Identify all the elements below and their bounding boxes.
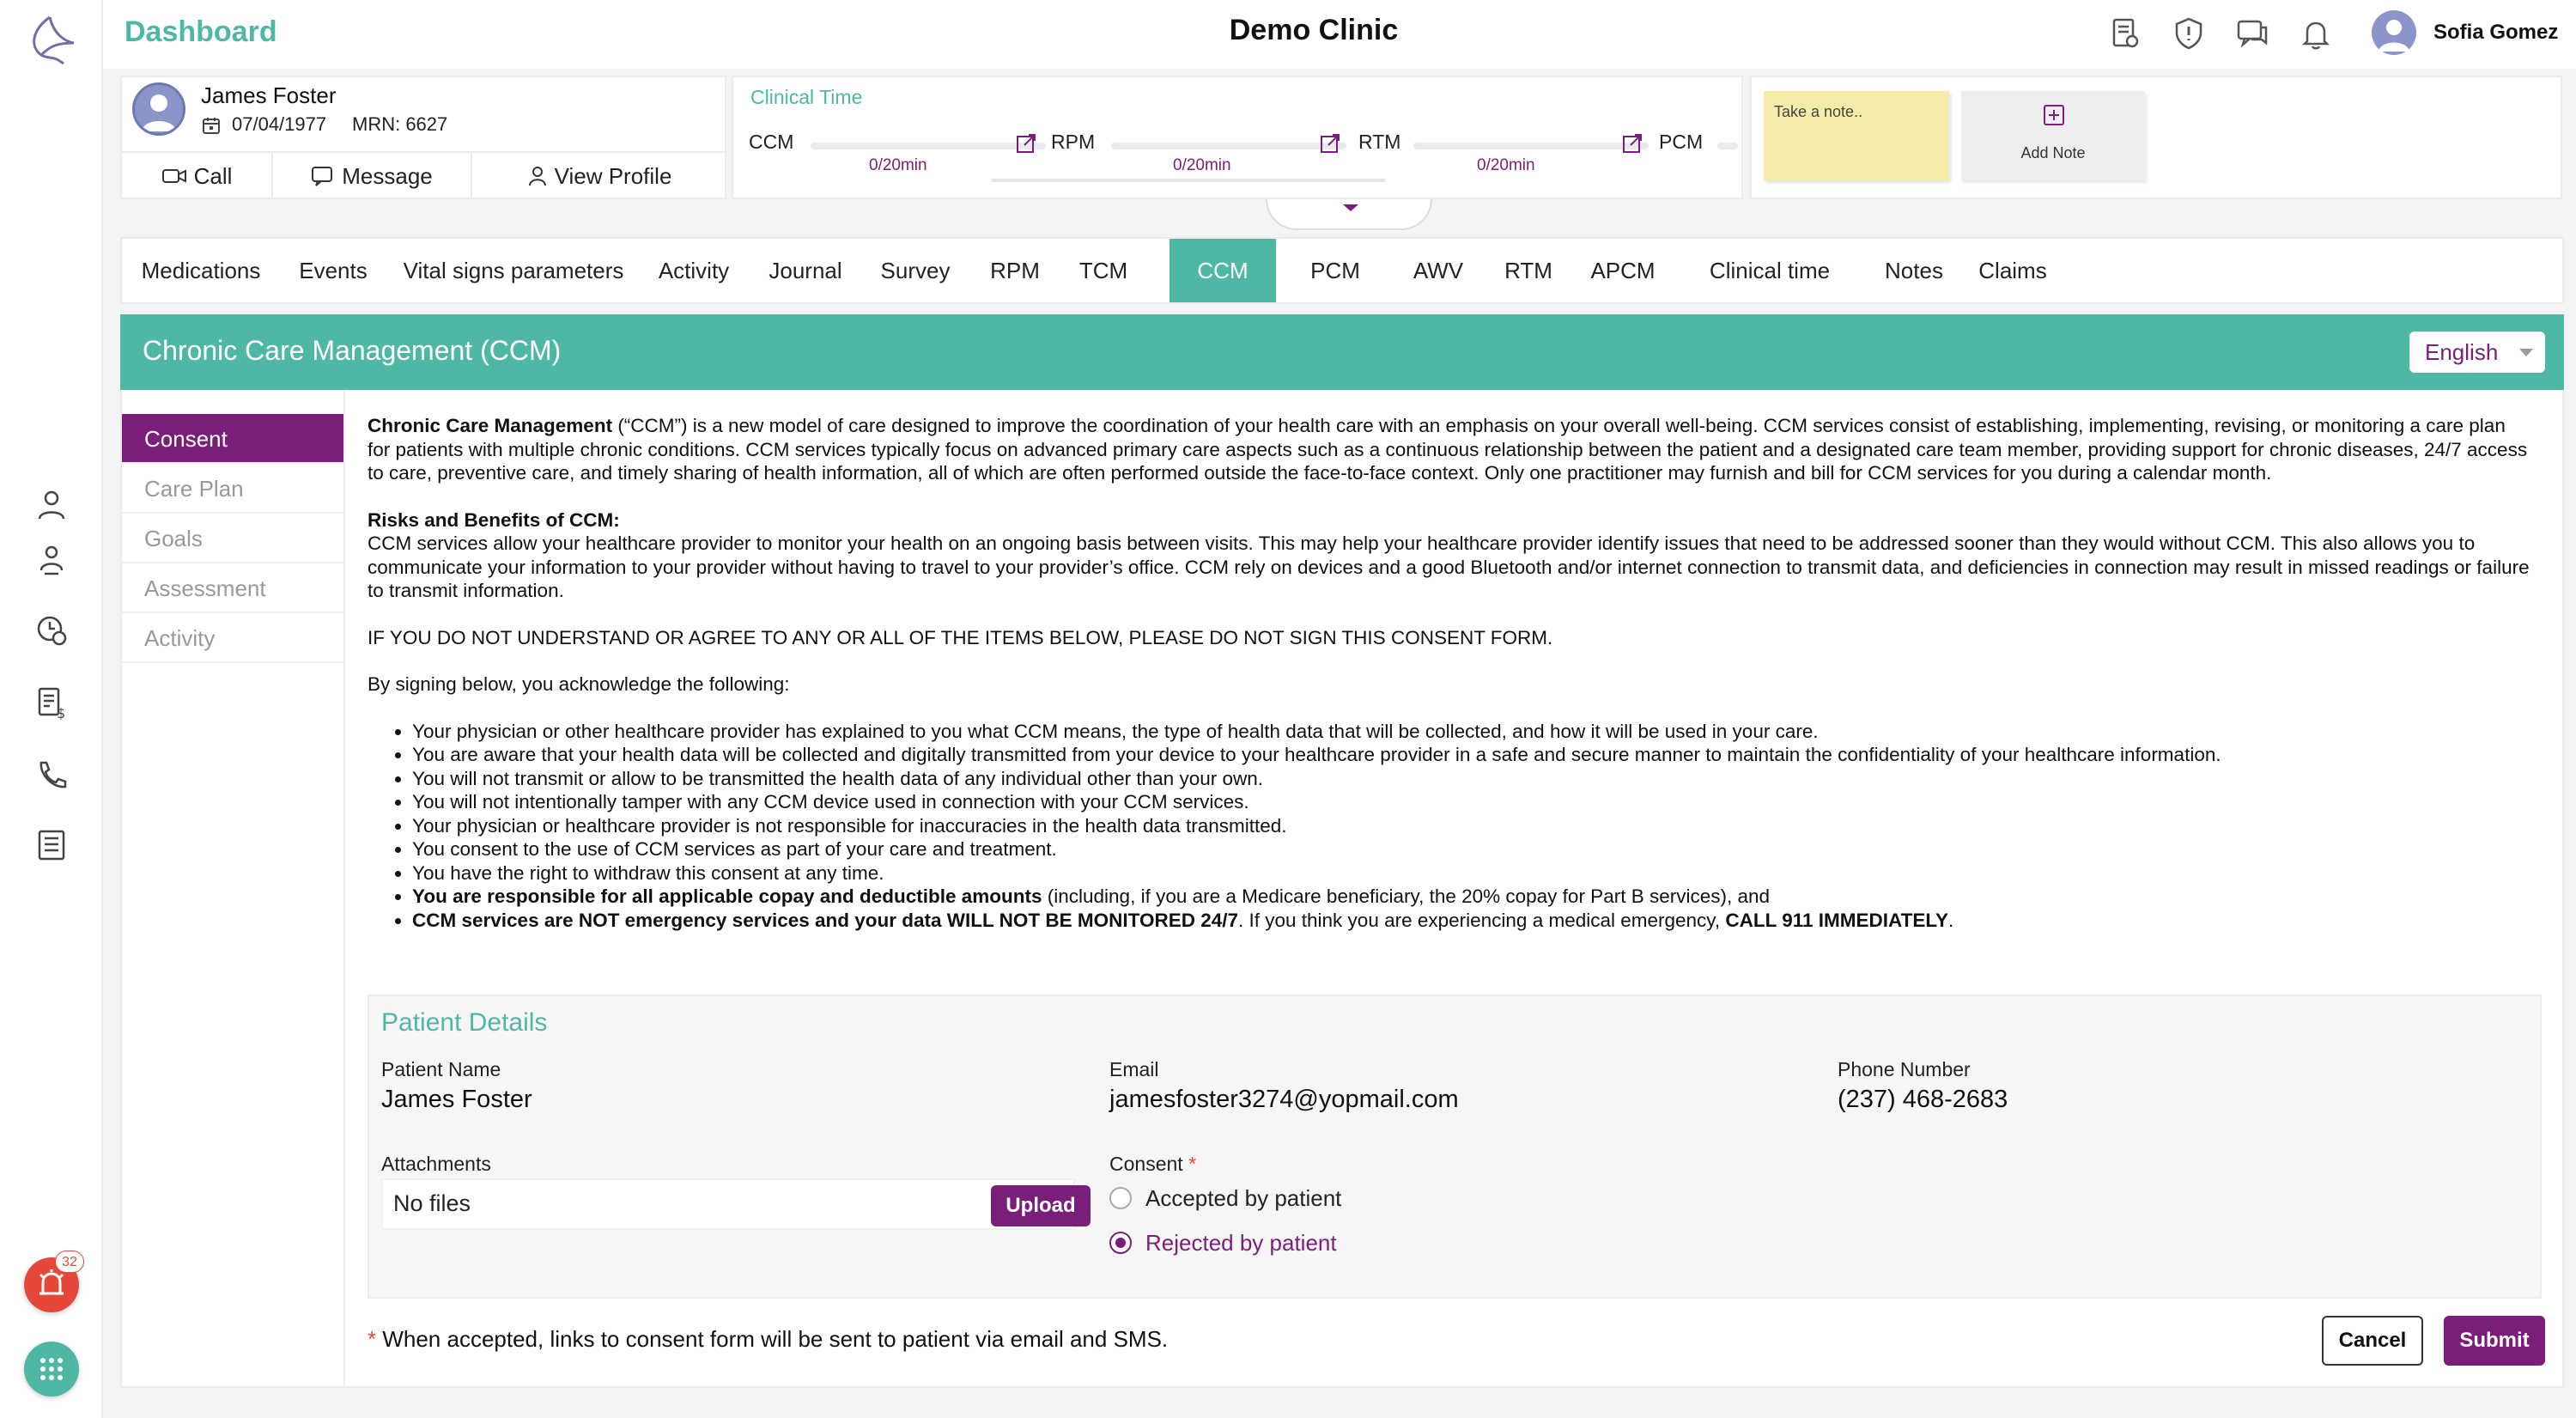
expand-clinical-time-toggle[interactable] bbox=[1266, 199, 1432, 230]
tab-awv[interactable]: AWV bbox=[1413, 258, 1464, 283]
tab-events[interactable]: Events bbox=[299, 258, 368, 283]
patient-tabs bbox=[120, 237, 2564, 304]
list-item-bold: CCM services are NOT emergency services and your data WILL NOT BE MONITORED 24/7 bbox=[412, 909, 1238, 931]
pcm-time-bar bbox=[1717, 143, 1738, 149]
list-item bbox=[412, 909, 2531, 933]
language-select-value: English bbox=[2425, 339, 2499, 365]
tab-clinical-time[interactable]: Clinical time bbox=[1709, 258, 1831, 283]
message-button-label: Message bbox=[342, 162, 433, 189]
apps-grid-icon bbox=[38, 1355, 65, 1383]
list-item: • You consent to the use of CCM services as part of your care and treatment. bbox=[412, 837, 2531, 861]
users-icon[interactable] bbox=[33, 541, 70, 579]
sticky-note-placeholder: Take a note.. bbox=[1774, 103, 1863, 120]
patient-mrn: MRN: 6627 bbox=[352, 113, 448, 135]
tab-vital-signs-parameters[interactable]: Vital signs parameters bbox=[403, 258, 624, 283]
user-icon bbox=[527, 165, 548, 187]
phone-value: (237) 468-2683 bbox=[1838, 1086, 2008, 1113]
list-item: • You have the right to withdraw this consent at any time. bbox=[412, 861, 2531, 885]
list-item-text: (including, if you are a Medicare beneficiary, the 20% copay for Part B services), and bbox=[1042, 885, 1771, 907]
billing-icon[interactable] bbox=[33, 684, 70, 721]
subnav-consent[interactable]: Consent bbox=[122, 414, 343, 464]
external-link-icon[interactable] bbox=[1621, 132, 1643, 155]
list-item-bold: CALL 911 IMMEDIATELY bbox=[1725, 909, 1949, 931]
consent-accepted-radio[interactable] bbox=[1109, 1187, 1132, 1209]
rtm-time-bar bbox=[1413, 143, 1649, 149]
rpm-time-label: RPM bbox=[1051, 131, 1096, 153]
ccm-time-value: 0/20min bbox=[869, 156, 927, 174]
cancel-button[interactable]: Cancel bbox=[2322, 1316, 2423, 1366]
patient-details-panel bbox=[368, 995, 2542, 1299]
tab-activity[interactable]: Activity bbox=[658, 258, 730, 283]
consent-intro-bold: Chronic Care Management bbox=[368, 415, 613, 436]
notes-card bbox=[1750, 76, 2562, 199]
message-button[interactable] bbox=[273, 151, 472, 199]
language-select[interactable] bbox=[2409, 332, 2545, 373]
email-value: jamesfoster3274@yopmail.com bbox=[1109, 1086, 1459, 1113]
sticky-note-input[interactable] bbox=[1764, 91, 1949, 180]
consent-label bbox=[1109, 1153, 1196, 1176]
clinical-time-title: Clinical Time bbox=[750, 86, 863, 108]
consent-intro-text: (“CCM”) is a new model of care designed to improve the coordination of your health care with an emphasis on your overall well-being. CCM services consist of establishing, implementing, revising, or monitoring a care plan for patients with multiple chronic conditions. CCM services typically focus on advanced primary care aspects such as a continuous relationship between the patient and a designated care team member, providing support for chronic diseases, 24/7 access to care, preventive care, and timely sharing of health information, all of which are often performed outside the face-to-face context. Only one practitioner may furnish and bill for CCM services for you during a calendar month. bbox=[368, 415, 2528, 484]
tab-apcm[interactable]: APCM bbox=[1590, 258, 1656, 283]
attachments-value: No files bbox=[393, 1190, 471, 1216]
email-label: Email bbox=[1109, 1058, 1159, 1080]
view-profile-button[interactable] bbox=[472, 151, 726, 199]
list-item: • You will not transmit or allow to be transmitted the health data of any individual other than your own. bbox=[412, 767, 2531, 791]
submit-button[interactable]: Submit bbox=[2444, 1316, 2545, 1366]
consent-text bbox=[368, 414, 2531, 932]
risks-title bbox=[368, 508, 2531, 533]
footnote-mark: * bbox=[368, 1326, 377, 1352]
message-icon bbox=[311, 165, 335, 187]
rtm-time-value: 0/20min bbox=[1477, 156, 1535, 174]
tab-tcm[interactable]: TCM bbox=[1078, 258, 1128, 283]
alert-count-badge: 32 bbox=[55, 1251, 84, 1273]
attachments-label: Attachments bbox=[381, 1153, 491, 1175]
list-item-text: . If you think you are experiencing a medical emergency, bbox=[1238, 909, 1726, 931]
shield-icon[interactable] bbox=[2171, 15, 2207, 52]
risks-title-text: Risks and Benefits of CCM: bbox=[368, 508, 620, 531]
rpm-time-value: 0/20min bbox=[1173, 156, 1231, 174]
user-name[interactable]: Sofia Gomez bbox=[2433, 21, 2559, 44]
consent-intro bbox=[368, 414, 2531, 485]
list-item: • Your physician or other healthcare provider has explained to you what CCM means, the type of health data that will be collected, and how it will be used in your care. bbox=[412, 720, 2531, 744]
calendar-icon bbox=[201, 115, 222, 136]
pcm-time-label: PCM bbox=[1659, 131, 1704, 153]
tab-pcm[interactable]: PCM bbox=[1310, 258, 1360, 283]
patient-name: James Foster bbox=[201, 82, 337, 108]
document-icon[interactable] bbox=[2107, 15, 2143, 52]
consent-footnote bbox=[368, 1326, 1168, 1353]
patient-details-title: Patient Details bbox=[381, 1008, 548, 1037]
subnav-goals[interactable]: Goals bbox=[122, 514, 343, 563]
external-link-icon[interactable] bbox=[1015, 132, 1037, 155]
call-button[interactable] bbox=[122, 151, 273, 199]
external-link-icon[interactable] bbox=[1319, 132, 1341, 155]
clinical-time-card bbox=[732, 76, 1743, 199]
list-icon[interactable] bbox=[33, 826, 70, 864]
subnav-activity[interactable]: Activity bbox=[122, 613, 343, 663]
apps-button[interactable] bbox=[24, 1342, 79, 1397]
consent-label-text: Consent bbox=[1109, 1153, 1183, 1175]
subnav-assessment[interactable]: Assessment bbox=[122, 563, 343, 613]
patient-name-value: James Foster bbox=[381, 1086, 532, 1113]
svg-text:$: $ bbox=[57, 705, 66, 721]
patient-card bbox=[120, 76, 726, 199]
add-note-label: Add Note bbox=[2020, 144, 2086, 161]
patient-avatar bbox=[132, 82, 185, 136]
section-header bbox=[120, 314, 2564, 390]
attachments-field bbox=[381, 1178, 1075, 1230]
consent-ack: By signing below, you acknowledge the following: bbox=[368, 673, 790, 695]
page-section-title[interactable]: Dashboard bbox=[125, 15, 277, 48]
consent-accepted-label[interactable]: Accepted by patient bbox=[1145, 1185, 1342, 1211]
patient-name-label: Patient Name bbox=[381, 1058, 501, 1080]
upload-button[interactable]: Upload bbox=[991, 1185, 1091, 1226]
list-item: • You are aware that your health data will be collected and digitally transmitted from your device to your healthcare provider in a safe and secure manner to maintain the confidentiality of your healthcare information. bbox=[412, 743, 2531, 767]
footnote-text: When accepted, links to consent form will be sent to patient via email and SMS. bbox=[376, 1326, 1169, 1352]
subnav-care-plan[interactable]: Care Plan bbox=[122, 464, 343, 514]
tab-claims[interactable]: Claims bbox=[1978, 258, 2047, 283]
left-rail bbox=[0, 0, 103, 1418]
divider bbox=[343, 390, 345, 1386]
clinic-name: Demo Clinic bbox=[1229, 14, 1399, 46]
tab-rpm[interactable]: RPM bbox=[990, 258, 1040, 283]
tab-journal[interactable]: Journal bbox=[769, 258, 842, 283]
phone-label: Phone Number bbox=[1838, 1058, 1971, 1080]
list-item: • Your physician or healthcare provider is not responsible for inaccuracies in the health data transmitted. bbox=[412, 814, 2531, 838]
rtm-time-label: RTM bbox=[1358, 131, 1401, 153]
ccm-subnav bbox=[122, 414, 343, 663]
list-item-text: . bbox=[1948, 909, 1954, 931]
consent-warning: IF YOU DO NOT UNDERSTAND OR AGREE TO ANY OR ALL OF THE ITEMS BELOW, PLEASE DO NOT SIGN THIS CONSENT FORM. bbox=[368, 626, 1553, 648]
risks-text: CCM services allow your healthcare provider to monitor your health on an ongoing basis between visits. This may help your healthcare provider identify issues that need to be addressed sooner than they would without CCM. This also allows you to communicate your information to your provider without having to travel to your provider’s office. CCM rely on devices and a good Bluetooth and/or internet connection to transmit data, and deficiencies in connection may result in missed readings or failure to transmit information. bbox=[368, 533, 2530, 601]
add-note-icon bbox=[2042, 103, 2066, 127]
ccm-time-bar bbox=[811, 143, 1046, 149]
consent-rejected-radio[interactable] bbox=[1109, 1232, 1132, 1254]
view-profile-label: View Profile bbox=[554, 162, 672, 189]
phone-icon[interactable] bbox=[33, 756, 70, 794]
list-item-bold: You are responsible for all applicable copay and deductible amounts bbox=[412, 885, 1042, 907]
patient-dob: 07/04/1977 bbox=[232, 113, 327, 135]
chevron-down-icon bbox=[2519, 349, 2533, 356]
consent-rejected-label[interactable]: Rejected by patient bbox=[1145, 1230, 1337, 1256]
tab-notes[interactable]: Notes bbox=[1885, 258, 1943, 283]
alarm-icon bbox=[36, 1268, 67, 1300]
list-item bbox=[412, 885, 2531, 909]
clinical-time-scrollbar[interactable] bbox=[991, 179, 1386, 182]
add-note-button[interactable] bbox=[1961, 91, 2145, 180]
list-item: • You will not intentionally tamper with any CCM device used in connection with your CCM services. bbox=[412, 790, 2531, 814]
tab-survey[interactable]: Survey bbox=[880, 258, 951, 283]
tab-rtm[interactable]: RTM bbox=[1504, 258, 1552, 283]
tab-medications[interactable]: Medications bbox=[141, 258, 261, 283]
bell-icon[interactable] bbox=[2298, 15, 2334, 52]
video-icon bbox=[161, 167, 187, 186]
call-button-label: Call bbox=[193, 162, 233, 189]
tab-ccm[interactable]: CCM bbox=[1170, 239, 1276, 302]
page-title: Chronic Care Management (CCM) bbox=[143, 335, 562, 366]
avatar[interactable] bbox=[2372, 10, 2416, 55]
person-icon[interactable] bbox=[33, 486, 70, 524]
logo-icon[interactable] bbox=[24, 12, 79, 67]
consent-panel bbox=[120, 390, 2564, 1388]
required-mark: * bbox=[1188, 1153, 1197, 1175]
rpm-time-bar bbox=[1111, 143, 1346, 149]
ccm-time-label: CCM bbox=[749, 131, 794, 153]
consent-items bbox=[368, 720, 2531, 933]
clock-user-icon[interactable] bbox=[33, 612, 70, 649]
chat-icon[interactable] bbox=[2234, 15, 2270, 52]
